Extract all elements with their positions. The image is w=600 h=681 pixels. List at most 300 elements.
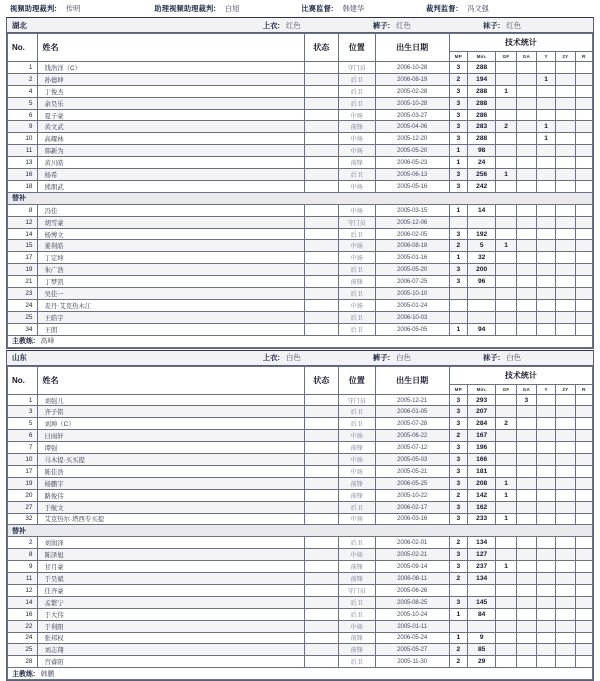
player-stat-y: [536, 228, 555, 240]
player-name: 宫睿阳: [38, 656, 304, 668]
kit-shirt-value-away: 白色: [286, 353, 301, 363]
player-stat-r: [575, 620, 592, 632]
player-row[interactable]: [8, 656, 593, 668]
player-dob: 2005-05-03: [375, 454, 449, 466]
col-header-no-away: No.: [8, 366, 38, 394]
player-stat-y: [536, 656, 555, 668]
player-stat-min: 293: [467, 394, 495, 406]
player-dob: 2005-05-27: [375, 644, 449, 656]
player-number: 19: [8, 477, 38, 489]
player-stat-gf: [496, 145, 516, 157]
player-stat-min: 29: [467, 656, 495, 668]
player-stat-gf: [496, 252, 516, 264]
table-header-main-away: [8, 366, 593, 384]
player-dob: 2005-10-24: [375, 608, 449, 620]
player-stat-min: 288: [467, 62, 495, 74]
player-position: 前锋: [339, 157, 376, 169]
player-stat-y: [536, 418, 555, 430]
player-name: 于昊斌: [38, 573, 304, 585]
player-name: 夏子豪: [38, 109, 304, 121]
player-row[interactable]: [8, 465, 593, 477]
player-number: 14: [8, 228, 38, 240]
player-stat-r: [575, 549, 592, 561]
player-name: 任齐豪: [38, 584, 304, 596]
player-position: 前锋: [339, 121, 376, 133]
player-stat-gf: [496, 430, 516, 442]
official-var-value: 传明: [65, 3, 81, 13]
player-name: 高耀林: [38, 133, 304, 145]
coach-row-home: [8, 335, 593, 347]
player-stat-gf: [496, 180, 516, 192]
player-number: 12: [8, 584, 38, 596]
player-stat-gf: [496, 549, 516, 561]
player-row[interactable]: [8, 489, 593, 501]
player-position: 后卫: [339, 97, 376, 109]
player-state: [304, 157, 339, 169]
subs-body-away: [8, 537, 593, 668]
player-dob: 2006-10-03: [375, 311, 449, 323]
player-position: 中场: [339, 133, 376, 145]
player-stat-y: [536, 145, 555, 157]
player-stat-min: [467, 216, 495, 228]
player-dob: 2005-03-15: [375, 204, 449, 216]
player-stat-r: [575, 596, 592, 608]
col-header-stats-group-away: 技术统计: [449, 366, 592, 384]
col-header-stats-group: 技术统计: [449, 34, 592, 52]
player-state: [304, 204, 339, 216]
player-number: 15: [8, 240, 38, 252]
player-stat-min: 142: [467, 489, 495, 501]
coach-row-away: [8, 668, 593, 680]
player-row[interactable]: [8, 180, 593, 192]
player-stat-ga: [516, 644, 536, 656]
player-row[interactable]: [8, 430, 593, 442]
col-header-state: 状态: [304, 34, 339, 62]
player-row[interactable]: [8, 157, 593, 169]
player-state: [304, 561, 339, 573]
player-stat-gf: [496, 644, 516, 656]
player-stat-y: [536, 537, 555, 549]
player-row[interactable]: [8, 477, 593, 489]
player-stat-min: 94: [467, 323, 495, 335]
player-position: 前锋: [339, 644, 376, 656]
player-row[interactable]: [8, 406, 593, 418]
player-position: 前锋: [339, 477, 376, 489]
kit-socks-value: 红色: [506, 20, 522, 30]
player-row[interactable]: [8, 299, 593, 311]
player-stat-2y: [556, 644, 575, 656]
player-stat-ga: [516, 418, 536, 430]
player-stat-2y: [556, 311, 575, 323]
player-stat-2y: [556, 264, 575, 276]
player-stat-min: 98: [467, 145, 495, 157]
player-stat-r: [575, 121, 592, 133]
player-stat-r: [575, 537, 592, 549]
player-name: 孟繁宁: [38, 596, 304, 608]
player-row[interactable]: [8, 204, 593, 216]
player-stat-2y: [556, 549, 575, 561]
player-stat-ga: [516, 240, 536, 252]
player-stat-r: [575, 133, 592, 145]
player-state: [304, 276, 339, 288]
player-row[interactable]: [8, 216, 593, 228]
player-stat-min: [467, 584, 495, 596]
player-row[interactable]: [8, 323, 593, 335]
player-dob: 2005-10-22: [375, 489, 449, 501]
player-stat-mp: 2: [449, 240, 467, 252]
player-stat-2y: [556, 228, 575, 240]
player-stat-r: [575, 394, 592, 406]
player-state: [304, 323, 339, 335]
col-header-r: R: [575, 52, 592, 62]
player-position: 后卫: [339, 501, 376, 513]
player-stat-mp: 3: [449, 418, 467, 430]
player-name: 艾克热尔·塔西专买提: [38, 513, 304, 525]
player-dob: 2005-01-16: [375, 252, 449, 264]
player-name: 丁梦凯: [38, 276, 304, 288]
player-stat-mp: 3: [449, 549, 467, 561]
player-row[interactable]: [8, 133, 593, 145]
player-state: [304, 644, 339, 656]
player-stat-min: 284: [467, 418, 495, 430]
player-stat-min: 288: [467, 133, 495, 145]
player-row[interactable]: [8, 501, 593, 513]
player-row[interactable]: [8, 620, 593, 632]
player-position: 后卫: [339, 228, 376, 240]
player-name: 朱广浩: [38, 264, 304, 276]
player-stat-mp: 2: [449, 73, 467, 85]
player-row[interactable]: [8, 276, 593, 288]
player-state: [304, 656, 339, 668]
player-row[interactable]: [8, 394, 593, 406]
player-stat-mp: 3: [449, 169, 467, 181]
player-row[interactable]: [8, 561, 593, 573]
col-header-state-away: 状态: [304, 366, 339, 394]
player-row[interactable]: [8, 418, 593, 430]
player-stat-r: [575, 644, 592, 656]
player-stat-gf: [496, 632, 516, 644]
player-stat-ga: [516, 596, 536, 608]
player-stat-gf: [496, 323, 516, 335]
player-position: 中场: [339, 430, 376, 442]
player-stat-mp: 3: [449, 454, 467, 466]
player-name: 韩新为: [38, 145, 304, 157]
kit-socks-away: 袜子: 白色: [482, 353, 522, 363]
player-position: 前锋: [339, 276, 376, 288]
player-stat-r: [575, 85, 592, 97]
player-stat-gf: [496, 537, 516, 549]
player-stat-y: [536, 501, 555, 513]
kit-shorts-value: 红色: [396, 20, 411, 30]
player-row[interactable]: [8, 596, 593, 608]
player-stat-2y: [556, 85, 575, 97]
team-kit-bar-away: [7, 351, 593, 366]
player-stat-gf: [496, 465, 516, 477]
player-dob: 2005-05-16: [375, 180, 449, 192]
player-stat-gf: [496, 157, 516, 169]
player-stat-y: [536, 561, 555, 573]
player-number: 21: [8, 276, 38, 288]
player-state: [304, 97, 339, 109]
player-stat-r: [575, 180, 592, 192]
player-stat-2y: [556, 513, 575, 525]
player-row[interactable]: [8, 573, 593, 585]
officials-bar: [6, 0, 594, 17]
player-position: 守门员: [339, 62, 376, 74]
player-row[interactable]: [8, 121, 593, 133]
player-stat-y: [536, 442, 555, 454]
player-stat-y: [536, 311, 555, 323]
player-stat-mp: 2: [449, 644, 467, 656]
player-dob: 2006-03-16: [375, 513, 449, 525]
player-stat-ga: [516, 228, 536, 240]
player-dob: 2006-02-17: [375, 501, 449, 513]
player-stat-gf: [496, 454, 516, 466]
player-stat-r: [575, 656, 592, 668]
player-stat-gf: 1: [496, 489, 516, 501]
substitutes-label-away: 替补: [8, 525, 593, 537]
player-name: 于大伟: [38, 608, 304, 620]
player-stat-y: [536, 97, 555, 109]
player-position: 后卫: [339, 311, 376, 323]
player-stat-min: 286: [467, 109, 495, 121]
player-stat-2y: [556, 454, 575, 466]
player-stat-y: [536, 406, 555, 418]
player-stat-mp: 3: [449, 228, 467, 240]
player-row[interactable]: [8, 62, 593, 74]
player-stat-2y: [556, 299, 575, 311]
player-stat-ga: [516, 537, 536, 549]
player-row[interactable]: [8, 454, 593, 466]
player-number: 8: [8, 204, 38, 216]
player-state: [304, 169, 339, 181]
player-stat-r: [575, 157, 592, 169]
player-stat-gf: [496, 62, 516, 74]
player-stat-gf: [496, 133, 516, 145]
player-stat-r: [575, 454, 592, 466]
player-dob: 2005-09-14: [375, 561, 449, 573]
player-row[interactable]: [8, 85, 593, 97]
player-state: [304, 620, 339, 632]
player-stat-ga: [516, 323, 536, 335]
player-row[interactable]: [8, 288, 593, 300]
player-stat-min: 208: [467, 477, 495, 489]
player-stat-min: 5: [467, 240, 495, 252]
player-state: [304, 465, 339, 477]
player-stat-mp: [449, 299, 467, 311]
player-stat-r: [575, 311, 592, 323]
player-dob: 2005-10-28: [375, 97, 449, 109]
player-position: 中场: [339, 204, 376, 216]
col-header-y: Y: [536, 52, 555, 62]
player-position: 后卫: [339, 288, 376, 300]
player-stat-y: [536, 477, 555, 489]
player-number: 2: [8, 73, 38, 85]
player-row[interactable]: [8, 73, 593, 85]
player-state: [304, 632, 339, 644]
player-row[interactable]: [8, 228, 593, 240]
player-row[interactable]: [8, 240, 593, 252]
player-stat-y: [536, 549, 555, 561]
kit-shorts-away: 裤子: 白色: [372, 353, 411, 363]
official-var-label: 视频助理裁判:: [10, 3, 57, 13]
player-stat-mp: 3: [449, 442, 467, 454]
player-stat-mp: 3: [449, 121, 467, 133]
player-state: [304, 133, 339, 145]
player-number: 5: [8, 97, 38, 109]
player-stat-min: 288: [467, 97, 495, 109]
player-stat-mp: 1: [449, 157, 467, 169]
player-stat-ga: [516, 465, 536, 477]
col-header-name-away: 姓名: [38, 366, 304, 394]
player-stat-2y: [556, 240, 575, 252]
player-state: [304, 62, 339, 74]
kit-socks-label-away: 袜子: [482, 353, 498, 363]
player-stat-y: 1: [536, 73, 555, 85]
player-dob: 2006-01-05: [375, 406, 449, 418]
player-row[interactable]: [8, 109, 593, 121]
player-row[interactable]: [8, 513, 593, 525]
player-state: [304, 442, 339, 454]
player-stat-min: 192: [467, 228, 495, 240]
player-dob: 2006-05-23: [375, 157, 449, 169]
player-name: 于航文: [38, 501, 304, 513]
section-substitutes-away: [8, 525, 593, 537]
player-position: 后卫: [339, 85, 376, 97]
player-row[interactable]: [8, 584, 593, 596]
player-stat-ga: [516, 442, 536, 454]
player-state: [304, 406, 339, 418]
player-dob: 2005-05-20: [375, 264, 449, 276]
roster-table-away: [7, 366, 593, 681]
player-stat-ga: [516, 406, 536, 418]
player-stat-gf: [496, 299, 516, 311]
player-stat-mp: 3: [449, 62, 467, 74]
player-row[interactable]: [8, 644, 593, 656]
player-stat-mp: [449, 288, 467, 300]
player-row[interactable]: [8, 537, 593, 549]
player-stat-ga: [516, 288, 536, 300]
player-state: [304, 584, 339, 596]
player-name: 谭强: [38, 442, 304, 454]
player-stat-ga: [516, 501, 536, 513]
player-row[interactable]: [8, 632, 593, 644]
player-row[interactable]: [8, 311, 593, 323]
player-dob: 2006-05-25: [375, 477, 449, 489]
player-stat-ga: [516, 573, 536, 585]
player-stat-mp: 3: [449, 180, 467, 192]
player-number: 18: [8, 180, 38, 192]
player-stat-r: [575, 228, 592, 240]
player-row[interactable]: [8, 264, 593, 276]
player-stat-ga: [516, 584, 536, 596]
player-row[interactable]: [8, 608, 593, 620]
kit-socks-home: 袜子: 红色: [482, 20, 522, 30]
player-row[interactable]: [8, 145, 593, 157]
player-stat-mp: 3: [449, 97, 467, 109]
player-name: 丁俊杰: [38, 85, 304, 97]
player-stat-2y: [556, 97, 575, 109]
player-stat-mp: [449, 584, 467, 596]
player-row[interactable]: [8, 442, 593, 454]
player-stat-2y: [556, 573, 575, 585]
official-avar: [154, 4, 239, 14]
player-dob: 2005-04-06: [375, 121, 449, 133]
player-state: [304, 513, 339, 525]
player-stat-ga: [516, 85, 536, 97]
player-row[interactable]: [8, 169, 593, 181]
player-stat-min: [467, 288, 495, 300]
player-state: [304, 573, 339, 585]
player-stat-2y: [556, 632, 575, 644]
player-stat-gf: [496, 204, 516, 216]
player-name: 刘坤（C）: [38, 418, 304, 430]
player-stat-2y: [556, 73, 575, 85]
player-stat-mp: 3: [449, 264, 467, 276]
player-stat-gf: [496, 97, 516, 109]
player-position: 后卫: [339, 264, 376, 276]
player-number: 12: [8, 216, 38, 228]
player-name: 甘月豪: [38, 561, 304, 573]
player-stat-ga: [516, 216, 536, 228]
player-state: [304, 489, 339, 501]
player-stat-y: [536, 264, 555, 276]
player-stat-ga: [516, 608, 536, 620]
player-dob: 2005-03-27: [375, 109, 449, 121]
player-stat-mp: 3: [449, 394, 467, 406]
player-stat-min: 14: [467, 204, 495, 216]
player-position: 中场: [339, 549, 376, 561]
player-dob: 2005-01-11: [375, 620, 449, 632]
player-row[interactable]: [8, 252, 593, 264]
player-stat-y: [536, 596, 555, 608]
col-header-y-away: Y: [536, 384, 555, 394]
player-dob: 2005-08-25: [375, 596, 449, 608]
player-dob: 2006-05-24: [375, 632, 449, 644]
player-stat-y: [536, 584, 555, 596]
kit-shirt-label-away: 上衣: [262, 353, 278, 363]
player-dob: 2005-05-20: [375, 145, 449, 157]
player-stat-2y: [556, 656, 575, 668]
player-stat-2y: [556, 109, 575, 121]
player-stat-mp: 3: [449, 85, 467, 97]
player-row[interactable]: [8, 549, 593, 561]
referee-supervisor-value: 冯文强: [467, 3, 489, 13]
player-stat-gf: [496, 228, 516, 240]
player-dob: 2005-01-24: [375, 299, 449, 311]
player-stat-min: [467, 311, 495, 323]
player-number: 3: [8, 406, 38, 418]
player-number: 19: [8, 264, 38, 276]
player-position: 中场: [339, 145, 376, 157]
section-substitutes-home: [8, 192, 593, 204]
player-row[interactable]: [8, 97, 593, 109]
player-stat-r: [575, 204, 592, 216]
kit-shirt-home: 上衣: 红色: [262, 20, 301, 30]
player-stat-mp: [449, 311, 467, 323]
player-name: 齐子铭: [38, 406, 304, 418]
official-avar-value: 白旭: [225, 3, 240, 13]
player-name: 孙德坤: [38, 73, 304, 85]
team-block-away: [6, 350, 594, 681]
player-stat-2y: [556, 157, 575, 169]
player-number: 4: [8, 85, 38, 97]
player-dob: 2005-07-28: [375, 418, 449, 430]
player-number: 11: [8, 573, 38, 585]
player-state: [304, 216, 339, 228]
player-stat-ga: [516, 169, 536, 181]
player-state: [304, 596, 339, 608]
